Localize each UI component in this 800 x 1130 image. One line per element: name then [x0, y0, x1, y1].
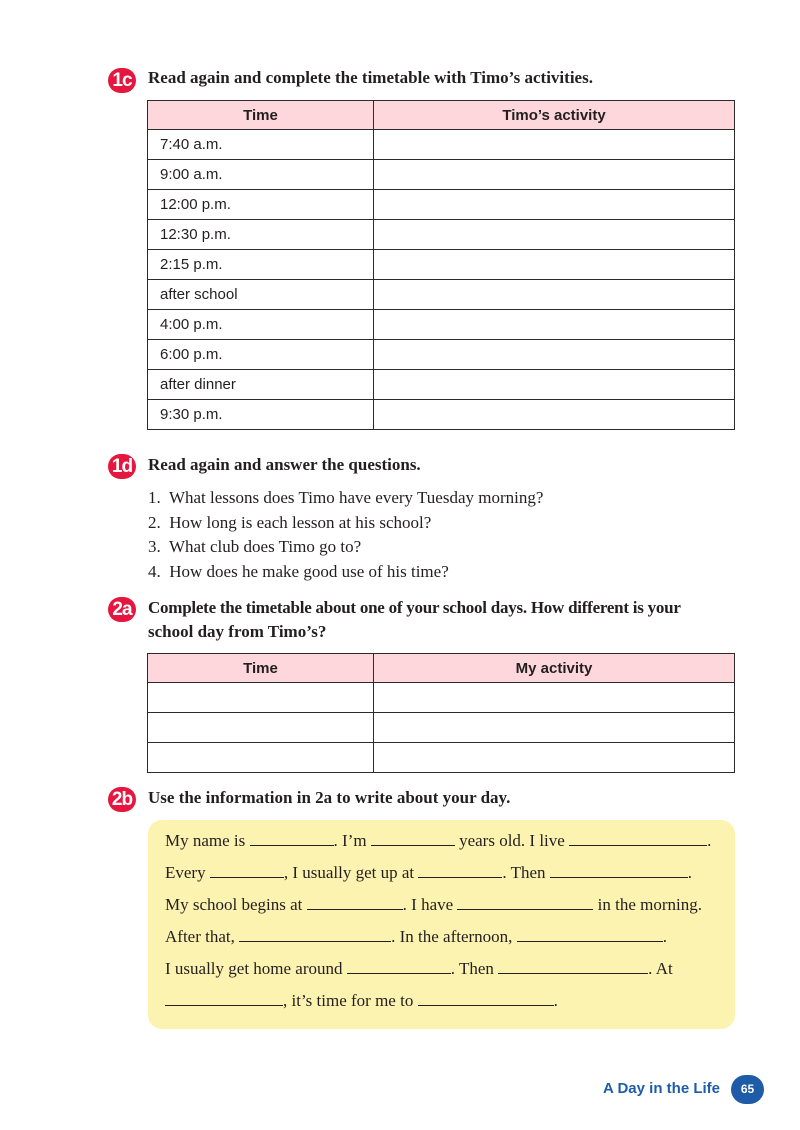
text-fragment: .: [707, 831, 712, 850]
blank[interactable]: [347, 972, 451, 974]
instruction-2a-line1: Complete the timetable about one of your school days. How different is your: [148, 598, 681, 617]
activity-cell[interactable]: [374, 250, 735, 280]
unit-title: A Day in the Life: [603, 1080, 720, 1097]
table-row: [148, 743, 735, 773]
table-header-row: [148, 101, 735, 130]
blank[interactable]: [517, 940, 663, 942]
table-row: [148, 400, 735, 430]
activity-cell[interactable]: [374, 370, 735, 400]
table-row: [148, 713, 735, 743]
time-cell: 12:30 p.m.: [148, 220, 374, 250]
blank[interactable]: [418, 1004, 554, 1006]
section-badge-1d: 1d: [108, 454, 136, 479]
text-fragment: My name is: [165, 831, 246, 850]
activity-cell[interactable]: [374, 400, 735, 430]
question-list: [148, 486, 543, 584]
header-time: Time: [148, 654, 374, 683]
time-cell: 7:40 a.m.: [148, 130, 374, 160]
question-item: 1. What lessons does Timo have every Tuesday morning?: [148, 488, 544, 507]
question-item: 3. What club does Timo go to?: [148, 537, 362, 556]
section-badge-2a: 2a: [108, 597, 136, 622]
page-number: 65: [731, 1075, 764, 1104]
text-fragment: My school begins at: [165, 895, 303, 914]
time-cell[interactable]: [148, 743, 374, 773]
header-activity: Timo’s activity: [374, 101, 735, 130]
text-fragment: years old. I live: [459, 831, 565, 850]
time-cell: after dinner: [148, 370, 374, 400]
blank[interactable]: [569, 844, 707, 846]
writing-line-1: [165, 831, 715, 851]
header-my-activity: My activity: [374, 654, 735, 683]
text-fragment: . In the afternoon,: [391, 927, 513, 946]
table-row: [148, 310, 735, 340]
time-cell: 4:00 p.m.: [148, 310, 374, 340]
instruction-2a: [148, 596, 748, 644]
question-item: 2. How long is each lesson at his school?: [148, 512, 432, 532]
blank[interactable]: [165, 1004, 283, 1006]
text-fragment: . Then: [450, 959, 494, 978]
time-cell: 12:00 p.m.: [148, 190, 374, 220]
blank[interactable]: [550, 876, 688, 878]
time-cell: 2:15 p.m.: [148, 250, 374, 280]
blank[interactable]: [250, 844, 334, 846]
timetable-timo: [147, 100, 735, 430]
text-fragment: , I usually get up at: [283, 863, 415, 882]
text-fragment: Every: [165, 863, 206, 882]
writing-line-5: [165, 959, 715, 979]
activity-cell[interactable]: [374, 683, 735, 713]
time-cell: 9:00 a.m.: [148, 160, 374, 190]
section-badge-1c: 1c: [108, 68, 136, 93]
instruction-1c: Read again and complete the timetable with Timo’s activities.: [148, 68, 593, 87]
instruction-2a-line2: school day from Timo’s?: [148, 622, 327, 641]
writing-frame: [148, 820, 735, 1029]
text-fragment: . I’m: [333, 831, 367, 850]
blank[interactable]: [307, 908, 403, 910]
time-cell[interactable]: [148, 683, 374, 713]
activity-cell[interactable]: [374, 280, 735, 310]
table-row: [148, 683, 735, 713]
writing-line-6: [165, 991, 715, 1011]
writing-line-3: [165, 895, 715, 915]
blank[interactable]: [457, 908, 593, 910]
section-badge-2b: 2b: [108, 787, 136, 812]
table-header-row: [148, 654, 735, 683]
blank[interactable]: [418, 876, 502, 878]
activity-cell[interactable]: [374, 340, 735, 370]
table-row: [148, 370, 735, 400]
table-row: [148, 280, 735, 310]
text-fragment: . Then: [502, 863, 546, 882]
activity-cell[interactable]: [374, 310, 735, 340]
text-fragment: I usually get home around: [165, 959, 343, 978]
time-cell[interactable]: [148, 713, 374, 743]
writing-line-2: [165, 863, 715, 883]
text-fragment: .: [662, 927, 667, 946]
table-row: [148, 340, 735, 370]
instruction-2b: Use the information in 2a to write about your day.: [148, 788, 511, 807]
activity-cell[interactable]: [374, 743, 735, 773]
instruction-1d: Read again and answer the questions.: [148, 455, 421, 474]
time-cell: 6:00 p.m.: [148, 340, 374, 370]
blank[interactable]: [210, 876, 284, 878]
activity-cell[interactable]: [374, 713, 735, 743]
text-fragment: , it’s time for me to: [283, 991, 414, 1010]
table-row: [148, 220, 735, 250]
text-fragment: After that,: [165, 927, 235, 946]
text-fragment: in the morning.: [597, 895, 703, 914]
time-cell: after school: [148, 280, 374, 310]
header-time: Time: [148, 101, 374, 130]
time-cell: 9:30 p.m.: [148, 400, 374, 430]
activity-cell[interactable]: [374, 190, 735, 220]
blank[interactable]: [371, 844, 455, 846]
question-item: 4. How does he make good use of his time?: [148, 561, 449, 581]
activity-cell[interactable]: [374, 220, 735, 250]
blank[interactable]: [239, 940, 391, 942]
activity-cell[interactable]: [374, 130, 735, 160]
table-row: [148, 190, 735, 220]
timetable-mine: [147, 653, 735, 773]
blank[interactable]: [498, 972, 648, 974]
writing-line-4: [165, 927, 715, 947]
text-fragment: . At: [648, 959, 673, 978]
activity-cell[interactable]: [374, 160, 735, 190]
table-row: [148, 250, 735, 280]
text-fragment: .: [553, 991, 558, 1010]
text-fragment: .: [687, 863, 693, 882]
text-fragment: . I have: [402, 895, 454, 914]
table-row: [148, 130, 735, 160]
table-row: [148, 160, 735, 190]
